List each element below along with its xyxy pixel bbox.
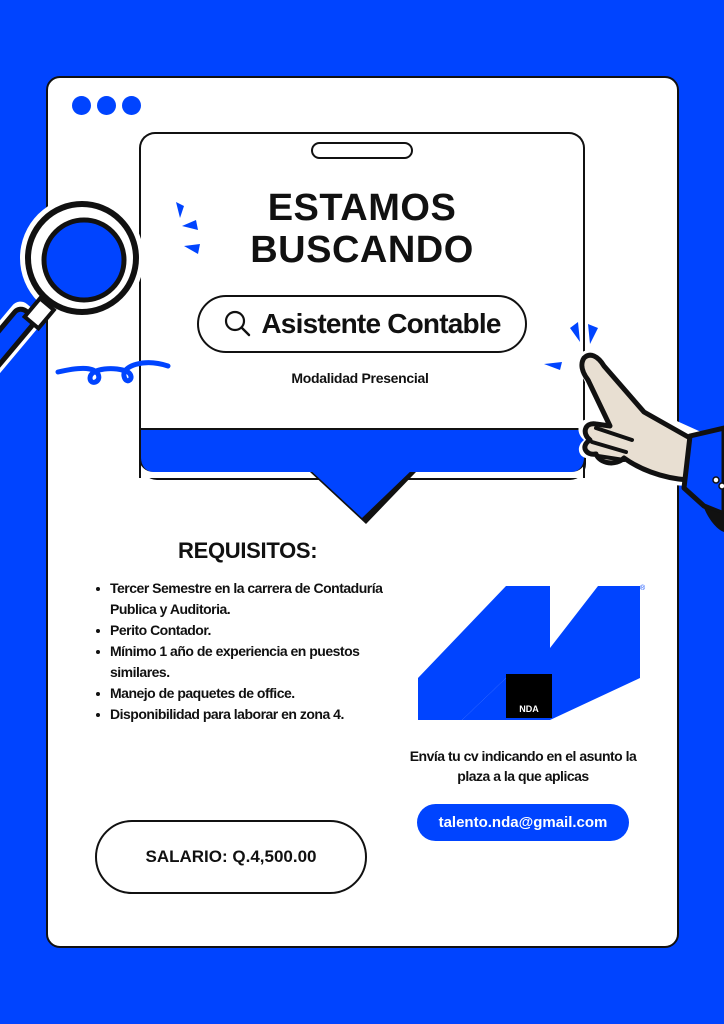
nda-logo	[418, 582, 640, 722]
window-dot-icon	[97, 96, 116, 115]
pointing-hand-icon	[540, 318, 724, 538]
search-icon	[223, 309, 253, 339]
list-item: Perito Contador.	[92, 620, 412, 641]
headline-line-1: ESTAMOS	[267, 187, 457, 229]
work-modality: Modalidad Presencial	[291, 370, 429, 386]
salary-badge	[95, 820, 367, 894]
window-dot-icon	[72, 96, 91, 115]
list-item: Manejo de paquetes de office.	[92, 683, 412, 704]
squiggle-icon	[54, 350, 174, 390]
headline-line-2: BUSCANDO	[250, 229, 474, 271]
page-title	[220, 187, 504, 271]
speech-pointer-icon	[306, 468, 420, 528]
salary-label: SALARIO: Q.4,500.00	[145, 847, 317, 866]
search-bar	[197, 295, 527, 353]
sparkle-left-icon	[170, 198, 210, 268]
window-dots	[72, 96, 141, 115]
hero-band	[139, 428, 586, 472]
email-button[interactable]	[417, 804, 629, 841]
position-title: Asistente Contable	[261, 308, 501, 339]
requirements-title: REQUISITOS:	[178, 538, 318, 563]
list-item: Mínimo 1 año de experiencia en puestos similares.	[92, 641, 412, 683]
email-label: talento.nda@gmail.com	[438, 814, 608, 831]
svg-text:NDA: NDA	[519, 704, 539, 714]
application-instructions: Envía tu cv indicando en el asunto la plaza a la que aplicas	[409, 748, 637, 784]
registered-mark: ®	[640, 585, 646, 592]
list-item: Disponibilidad para laborar en zona 4.	[92, 704, 412, 725]
window-dot-icon	[122, 96, 141, 115]
requirements-list	[92, 578, 412, 725]
window-handle	[311, 142, 413, 159]
list-item: Tercer Semestre en la carrera de Contaduría Publica y Auditoria.	[92, 578, 412, 620]
